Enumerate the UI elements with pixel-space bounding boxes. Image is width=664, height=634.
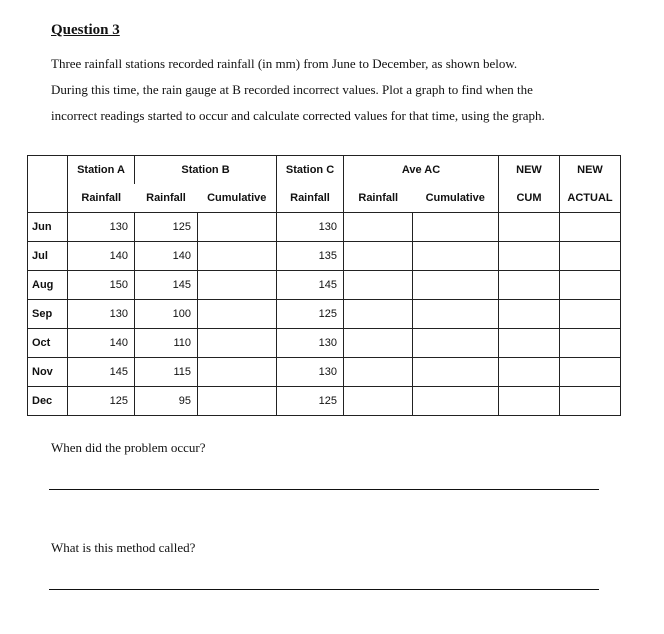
ave-ac-rainfall-cell[interactable] [344, 387, 413, 416]
new-actual-cell[interactable] [560, 213, 621, 242]
b-cumulative-header: Cumulative [198, 184, 277, 213]
ave-ac-cumulative-cell[interactable] [413, 358, 499, 387]
corner-cell [28, 156, 68, 213]
actual-header: ACTUAL [560, 184, 621, 213]
station-b-cumulative-cell[interactable] [198, 358, 277, 387]
ave-ac-rainfall-cell[interactable] [344, 213, 413, 242]
month-cell: Jun [28, 213, 68, 242]
header-row-2 [28, 184, 621, 213]
question-method-name: What is this method called? [51, 540, 196, 555]
station-b-rainfall-cell: 125 [135, 213, 198, 242]
station-b-rainfall-cell: 140 [135, 242, 198, 271]
new-actual-cell[interactable] [560, 387, 621, 416]
month-cell: Oct [28, 329, 68, 358]
new-actual-cell[interactable] [560, 300, 621, 329]
question-line-2: During this time, the rain gauge at B recorded incorrect values. Plot a graph to find when the [51, 82, 533, 97]
station-b-cumulative-cell[interactable] [198, 242, 277, 271]
table-row [28, 271, 621, 300]
b-rainfall-header: Rainfall [135, 184, 198, 213]
station-b-cumulative-cell[interactable] [198, 329, 277, 358]
new-cum-cell[interactable] [499, 213, 560, 242]
station-a-rainfall-cell: 130 [68, 300, 135, 329]
header-row-1 [28, 156, 621, 185]
month-cell: Dec [28, 387, 68, 416]
station-a-rainfall-cell: 150 [68, 271, 135, 300]
station-b-rainfall-cell: 100 [135, 300, 198, 329]
new-cum-header: NEW [499, 156, 560, 185]
new-actual-cell[interactable] [560, 358, 621, 387]
rainfall-table [27, 155, 621, 416]
station-b-cumulative-cell[interactable] [198, 213, 277, 242]
new-actual-cell[interactable] [560, 242, 621, 271]
question-line-1: Three rainfall stations recorded rainfall (in mm) from June to December, as shown below. [51, 56, 518, 71]
ave-ac-cumulative-cell[interactable] [413, 300, 499, 329]
ave-ac-header: Ave AC [344, 156, 499, 185]
question-line-3: incorrect readings started to occur and calculate corrected values for that time, using the graph. [51, 108, 545, 123]
question-title: Question 3 [51, 22, 120, 38]
station-a-rainfall-cell: 140 [68, 329, 135, 358]
table-row [28, 300, 621, 329]
ave-ac-cumulative-cell[interactable] [413, 213, 499, 242]
c-rainfall-header: Rainfall [277, 184, 344, 213]
ave-ac-cumulative-cell[interactable] [413, 387, 499, 416]
table-row [28, 242, 621, 271]
new-cum-cell[interactable] [499, 329, 560, 358]
ac-rainfall-header: Rainfall [344, 184, 413, 213]
station-c-header: Station C [277, 156, 344, 185]
station-c-rainfall-cell: 125 [277, 300, 344, 329]
new-cum-cell[interactable] [499, 271, 560, 300]
new-actual-cell[interactable] [560, 271, 621, 300]
question-text [51, 51, 611, 129]
ave-ac-rainfall-cell[interactable] [344, 358, 413, 387]
ave-ac-rainfall-cell[interactable] [344, 242, 413, 271]
table-row [28, 358, 621, 387]
month-cell: Sep [28, 300, 68, 329]
new-cum-cell[interactable] [499, 242, 560, 271]
station-a-rainfall-cell: 140 [68, 242, 135, 271]
a-rainfall-header: Rainfall [68, 184, 135, 213]
station-c-rainfall-cell: 125 [277, 387, 344, 416]
ave-ac-cumulative-cell[interactable] [413, 242, 499, 271]
station-b-rainfall-cell: 95 [135, 387, 198, 416]
month-cell: Jul [28, 242, 68, 271]
table-row [28, 213, 621, 242]
station-a-rainfall-cell: 125 [68, 387, 135, 416]
ave-ac-cumulative-cell[interactable] [413, 271, 499, 300]
station-b-header: Station B [135, 156, 277, 185]
station-b-cumulative-cell[interactable] [198, 387, 277, 416]
station-a-header: Station A [68, 156, 135, 185]
new-cum-cell[interactable] [499, 358, 560, 387]
new-actual-cell[interactable] [560, 329, 621, 358]
month-cell: Nov [28, 358, 68, 387]
station-b-rainfall-cell: 145 [135, 271, 198, 300]
ave-ac-rainfall-cell[interactable] [344, 271, 413, 300]
month-cell: Aug [28, 271, 68, 300]
station-b-rainfall-cell: 115 [135, 358, 198, 387]
station-c-rainfall-cell: 145 [277, 271, 344, 300]
station-b-cumulative-cell[interactable] [198, 300, 277, 329]
table-row [28, 329, 621, 358]
station-c-rainfall-cell: 135 [277, 242, 344, 271]
question-problem-occur: When did the problem occur? [51, 440, 206, 455]
ave-ac-cumulative-cell[interactable] [413, 329, 499, 358]
station-a-rainfall-cell: 145 [68, 358, 135, 387]
station-b-rainfall-cell: 110 [135, 329, 198, 358]
station-c-rainfall-cell: 130 [277, 329, 344, 358]
new-actual-header: NEW [560, 156, 621, 185]
station-a-rainfall-cell: 130 [68, 213, 135, 242]
station-b-cumulative-cell[interactable] [198, 271, 277, 300]
ac-cumulative-header: Cumulative [413, 184, 499, 213]
table-row [28, 387, 621, 416]
ave-ac-rainfall-cell[interactable] [344, 329, 413, 358]
answer-line-2[interactable] [49, 589, 599, 590]
ave-ac-rainfall-cell[interactable] [344, 300, 413, 329]
station-c-rainfall-cell: 130 [277, 358, 344, 387]
station-c-rainfall-cell: 130 [277, 213, 344, 242]
cum-header: CUM [499, 184, 560, 213]
answer-line-1[interactable] [49, 489, 599, 490]
new-cum-cell[interactable] [499, 300, 560, 329]
new-cum-cell[interactable] [499, 387, 560, 416]
